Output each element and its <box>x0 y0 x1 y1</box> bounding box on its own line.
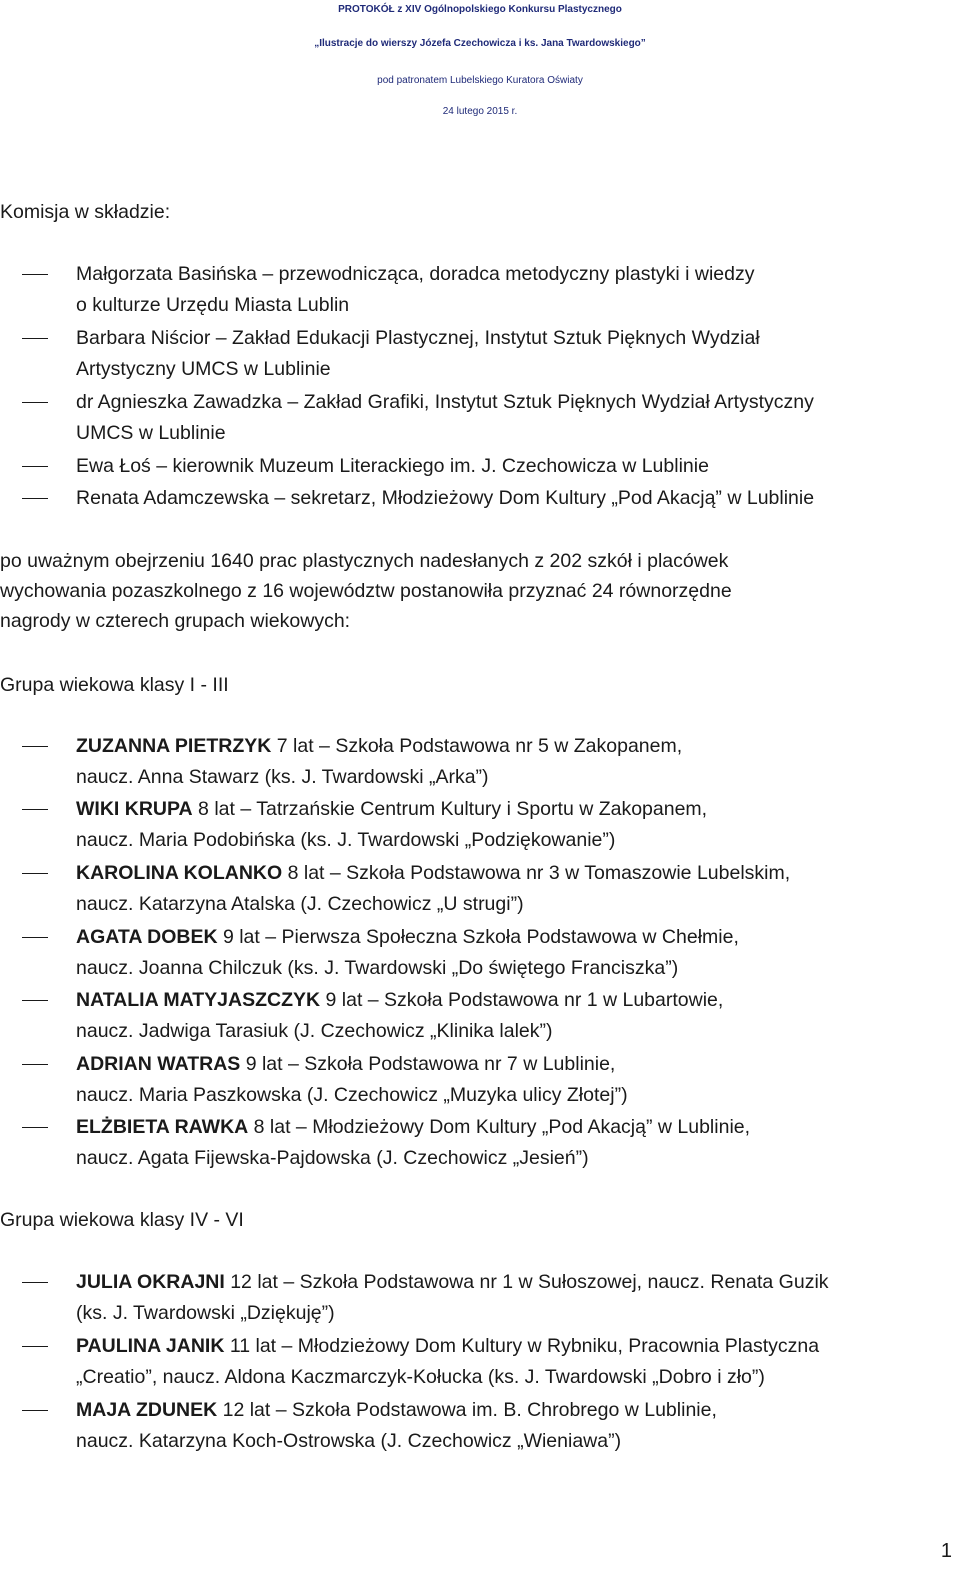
winner-teacher: naucz. Maria Podobińska (ks. J. Twardowski „Podziękowanie”) <box>76 829 616 851</box>
winner-name: ELŻBIETA RAWKA <box>76 1116 249 1138</box>
winner-entry <box>76 1053 615 1076</box>
winner-entry <box>76 1271 829 1294</box>
list-dash <box>22 746 48 747</box>
winner-details: 8 lat – Tatrzańskie Centrum Kultury i Sportu w Zakopanem, <box>192 798 708 820</box>
summary-line: nagrody w czterech grupach wiekowych: <box>0 610 351 632</box>
list-dash <box>22 402 48 403</box>
commission-member: Małgorzata Basińska – przewodnicząca, doradca metodyczny plastyki i wiedzy <box>76 263 755 285</box>
list-dash <box>22 498 48 499</box>
list-dash <box>22 338 48 339</box>
winner-name: PAULINA JANIK <box>76 1335 225 1357</box>
winner-name: WIKI KRUPA <box>76 798 193 820</box>
list-dash <box>22 1346 48 1347</box>
winner-name: ADRIAN WATRAS <box>76 1053 241 1075</box>
winner-details: 8 lat – Szkoła Podstawowa nr 3 w Tomaszowie Lubelskim, <box>282 862 791 884</box>
winner-entry <box>76 735 682 758</box>
list-dash <box>22 873 48 874</box>
winner-name: AGATA DOBEK <box>76 926 218 948</box>
winner-entry <box>76 1399 717 1422</box>
winner-entry <box>76 989 723 1012</box>
winner-teacher: naucz. Maria Paszkowska (J. Czechowicz „Muzyka ulicy Złotej”) <box>76 1084 628 1106</box>
commission-member-cont: Artystyczny UMCS w Lublinie <box>76 358 331 380</box>
list-dash <box>22 937 48 938</box>
winner-details: 9 lat – Pierwsza Społeczna Szkoła Podstawowa w Chełmie, <box>217 926 739 948</box>
list-dash <box>22 1282 48 1283</box>
list-dash <box>22 809 48 810</box>
list-dash <box>22 466 48 467</box>
winner-name: ZUZANNA PIETRZYK <box>76 735 272 757</box>
list-dash <box>22 1000 48 1001</box>
winner-details: 12 lat – Szkoła Podstawowa im. B. Chrobrego w Lublinie, <box>217 1399 717 1421</box>
winner-entry <box>76 1116 750 1139</box>
summary-line: po uważnym obejrzeniu 1640 prac plastycznych nadesłanych z 202 szkół i placówek <box>0 550 729 572</box>
list-dash <box>22 1410 48 1411</box>
document-date: 24 lutego 2015 r. <box>442 106 518 117</box>
list-dash <box>22 1064 48 1065</box>
document-title: PROTOKÓŁ z XIV Ogólnopolskiego Konkursu Plastycznego <box>338 4 622 15</box>
commission-member: Barbara Niścior – Zakład Edukacji Plastycznej, Instytut Sztuk Pięknych Wydział <box>76 327 760 349</box>
winner-name: KAROLINA KOLANKO <box>76 862 283 884</box>
winner-teacher: naucz. Anna Stawarz (ks. J. Twardowski „Arka”) <box>76 766 489 788</box>
winner-teacher: naucz. Jadwiga Tarasiuk (J. Czechowicz „Klinika lalek”) <box>76 1020 553 1042</box>
winner-teacher: naucz. Katarzyna Atalska (J. Czechowicz „U strugi”) <box>76 893 524 915</box>
winner-teacher: „Creatio”, naucz. Aldona Kaczmarczyk-Kołucka (ks. J. Twardowski „Dobro i zło”) <box>76 1366 765 1388</box>
commission-member-cont: UMCS w Lublinie <box>76 422 226 444</box>
winner-details: 12 lat – Szkoła Podstawowa nr 1 w Sułoszowej, naucz. Renata Guzik <box>224 1271 829 1293</box>
group-heading: Grupa wiekowa klasy IV - VI <box>0 1209 244 1231</box>
winner-teacher: naucz. Katarzyna Koch-Ostrowska (J. Czechowicz „Wieniawa”) <box>76 1430 622 1452</box>
winner-details: 9 lat – Szkoła Podstawowa nr 1 w Lubartowie, <box>320 989 724 1011</box>
patronage-line: pod patronatem Lubelskiego Kuratora Oświaty <box>377 75 583 86</box>
winner-details: 7 lat – Szkoła Podstawowa nr 5 w Zakopanem, <box>271 735 683 757</box>
winner-entry <box>76 926 739 949</box>
winner-details: 8 lat – Młodzieżowy Dom Kultury „Pod Akacją” w Lublinie, <box>248 1116 751 1138</box>
document-subtitle: „Ilustracje do wierszy Józefa Czechowicza i ks. Jana Twardowskiego” <box>314 38 646 49</box>
winner-entry <box>76 1335 819 1358</box>
winner-teacher: naucz. Joanna Chilczuk (ks. J. Twardowski „Do świętego Franciszka”) <box>76 957 679 979</box>
winner-name: NATALIA MATYJASZCZYK <box>76 989 321 1011</box>
commission-member-cont: o kulturze Urzędu Miasta Lublin <box>76 294 350 316</box>
commission-member: Renata Adamczewska – sekretarz, Młodzieżowy Dom Kultury „Pod Akacją” w Lublinie <box>76 487 815 509</box>
page-number: 1 <box>940 1540 952 1562</box>
commission-intro: Komisja w składzie: <box>0 201 171 223</box>
winner-entry <box>76 862 790 885</box>
winner-details: 11 lat – Młodzieżowy Dom Kultury w Rybniku, Pracownia Plastyczna <box>224 1335 820 1357</box>
summary-line: wychowania pozaszkolnego z 16 województw postanowiła przyznać 24 równorzędne <box>0 580 732 602</box>
group-heading: Grupa wiekowa klasy I - III <box>0 674 229 696</box>
commission-member: dr Agnieszka Zawadzka – Zakład Grafiki, Instytut Sztuk Pięknych Wydział Artystyczny <box>76 391 814 413</box>
winner-details: 9 lat – Szkoła Podstawowa nr 7 w Lublinie, <box>240 1053 616 1075</box>
list-dash <box>22 1127 48 1128</box>
commission-member: Ewa Łoś – kierownik Muzeum Literackiego im. J. Czechowicza w Lublinie <box>76 455 709 477</box>
list-dash <box>22 274 48 275</box>
winner-name: JULIA OKRAJNI <box>76 1271 225 1293</box>
winner-entry <box>76 798 707 821</box>
winner-name: MAJA ZDUNEK <box>76 1399 218 1421</box>
winner-teacher: (ks. J. Twardowski „Dziękuję”) <box>76 1302 335 1324</box>
winner-teacher: naucz. Agata Fijewska-Pajdowska (J. Czechowicz „Jesień”) <box>76 1147 589 1169</box>
